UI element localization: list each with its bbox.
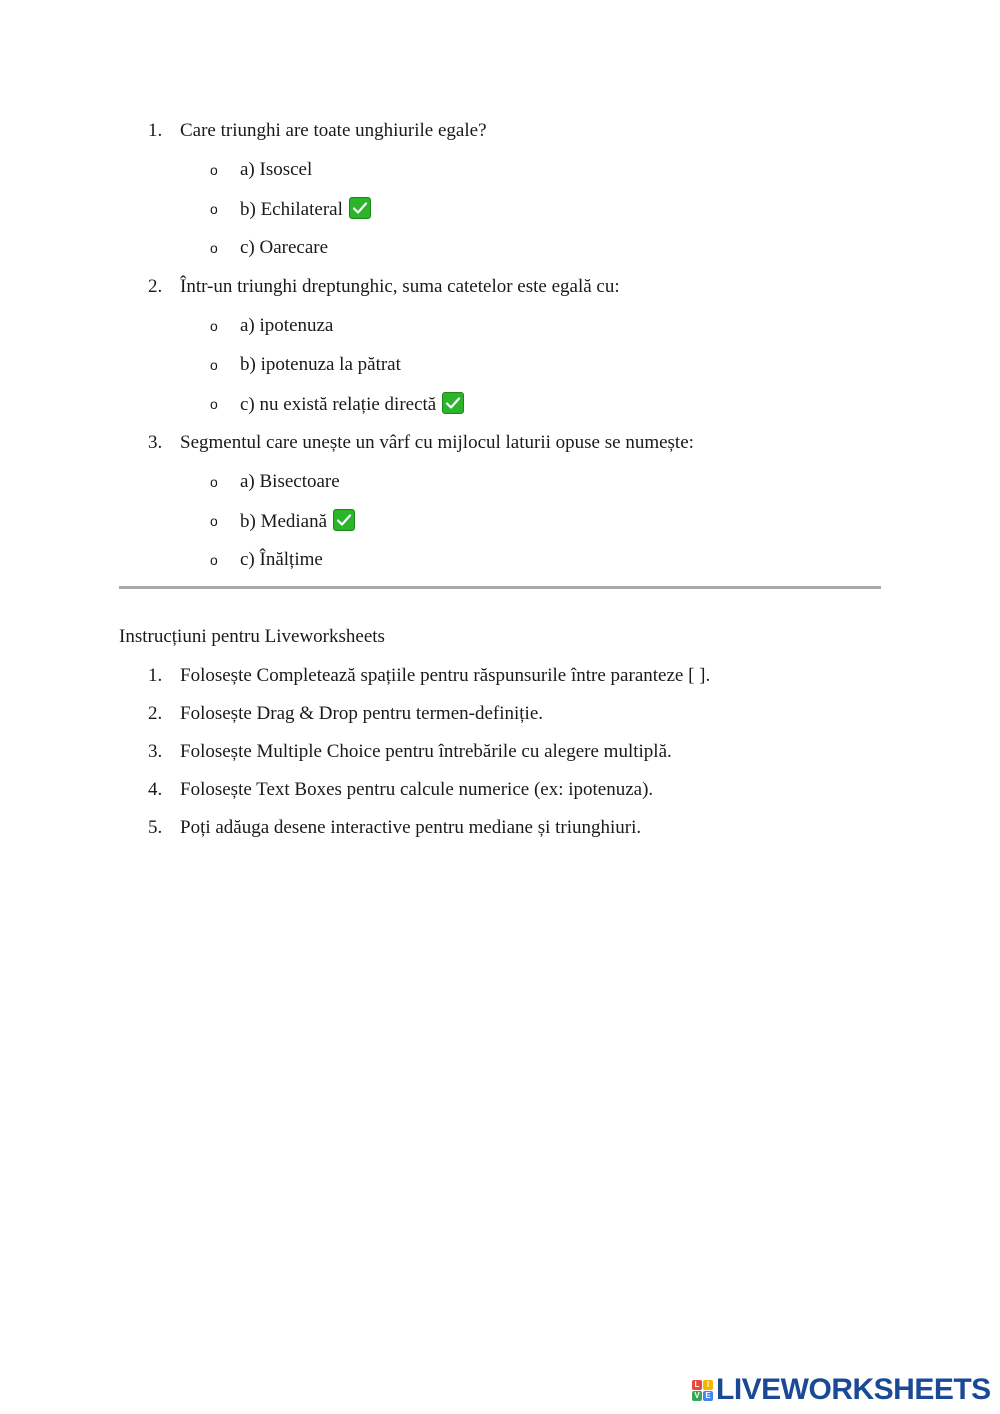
question-text: Segmentul care unește un vârf cu mijlocul laturii opuse se numește: <box>180 432 694 453</box>
question-2 <box>0 275 1000 299</box>
instruction-item <box>0 664 1000 688</box>
option-text-wrap <box>240 392 464 417</box>
option-3a[interactable] <box>0 470 1000 494</box>
instruction-text: Folosește Completează spațiile pentru răspunsurile între paranteze [ ]. <box>180 665 711 686</box>
liveworksheets-logo[interactable] <box>692 1374 991 1406</box>
option-3c[interactable] <box>0 548 1000 572</box>
instruction-item <box>0 816 1000 840</box>
bullet-icon: o <box>210 396 218 412</box>
option-text: b) Mediană <box>240 511 328 532</box>
bullet-icon: o <box>210 240 218 256</box>
question-3 <box>0 431 1000 455</box>
logo-letter: I <box>703 1380 713 1390</box>
bullet-icon: o <box>210 162 218 178</box>
option-text: b) Echilateral <box>240 199 343 220</box>
instruction-item <box>0 778 1000 802</box>
bullet-icon: o <box>210 357 218 373</box>
instructions-title: Instrucțiuni pentru Liveworksheets <box>119 626 385 647</box>
option-text: c) nu există relație directă <box>240 394 437 415</box>
option-1b[interactable] <box>0 197 1000 221</box>
bullet-icon: o <box>210 201 218 217</box>
instruction-number: 1. <box>148 665 163 686</box>
check-mark-icon <box>333 509 355 531</box>
check-mark-icon <box>442 392 464 414</box>
option-text: b) ipotenuza la pătrat <box>240 354 401 375</box>
instruction-text: Folosește Drag & Drop pentru termen-definiție. <box>180 703 544 724</box>
instruction-number: 4. <box>148 779 163 800</box>
question-number: 1. <box>148 120 163 141</box>
question-text: Într-un triunghi dreptunghic, suma catetelor este egală cu: <box>180 276 620 297</box>
logo-text: LIVEWORKSHEETS <box>716 1373 991 1406</box>
logo-letter: L <box>692 1380 702 1390</box>
option-text: a) Bisectoare <box>240 471 340 492</box>
option-text: a) ipotenuza <box>240 315 334 336</box>
option-text: c) Înălțime <box>240 549 323 570</box>
instruction-number: 5. <box>148 817 163 838</box>
check-mark-icon <box>349 197 371 219</box>
instruction-text: Poți adăuga desene interactive pentru mediane și triunghiuri. <box>180 817 642 838</box>
bullet-icon: o <box>210 513 218 529</box>
instruction-number: 2. <box>148 703 163 724</box>
question-1 <box>0 119 1000 143</box>
bullet-icon: o <box>210 474 218 490</box>
bullet-icon: o <box>210 552 218 568</box>
question-number: 2. <box>148 276 163 297</box>
logo-mark-icon <box>692 1380 713 1401</box>
option-text-wrap <box>240 197 371 222</box>
option-text: c) Oarecare <box>240 237 329 258</box>
option-2b[interactable] <box>0 353 1000 377</box>
logo-letter: E <box>703 1391 713 1401</box>
instruction-number: 3. <box>148 741 163 762</box>
instruction-item <box>0 740 1000 764</box>
option-2a[interactable] <box>0 314 1000 338</box>
horizontal-divider <box>119 586 881 589</box>
instruction-item <box>0 702 1000 726</box>
question-text: Care triunghi are toate unghiurile egale? <box>180 120 487 141</box>
option-2c[interactable] <box>0 392 1000 416</box>
option-text-wrap <box>240 509 355 534</box>
instruction-text: Folosește Multiple Choice pentru întrebările cu alegere multiplă. <box>180 741 672 762</box>
option-1a[interactable] <box>0 158 1000 182</box>
logo-letter: V <box>692 1391 702 1401</box>
option-text: a) Isoscel <box>240 159 313 180</box>
option-1c[interactable] <box>0 236 1000 260</box>
bullet-icon: o <box>210 318 218 334</box>
instruction-text: Folosește Text Boxes pentru calcule numerice (ex: ipotenuza). <box>180 779 654 800</box>
question-number: 3. <box>148 432 163 453</box>
option-3b[interactable] <box>0 509 1000 533</box>
